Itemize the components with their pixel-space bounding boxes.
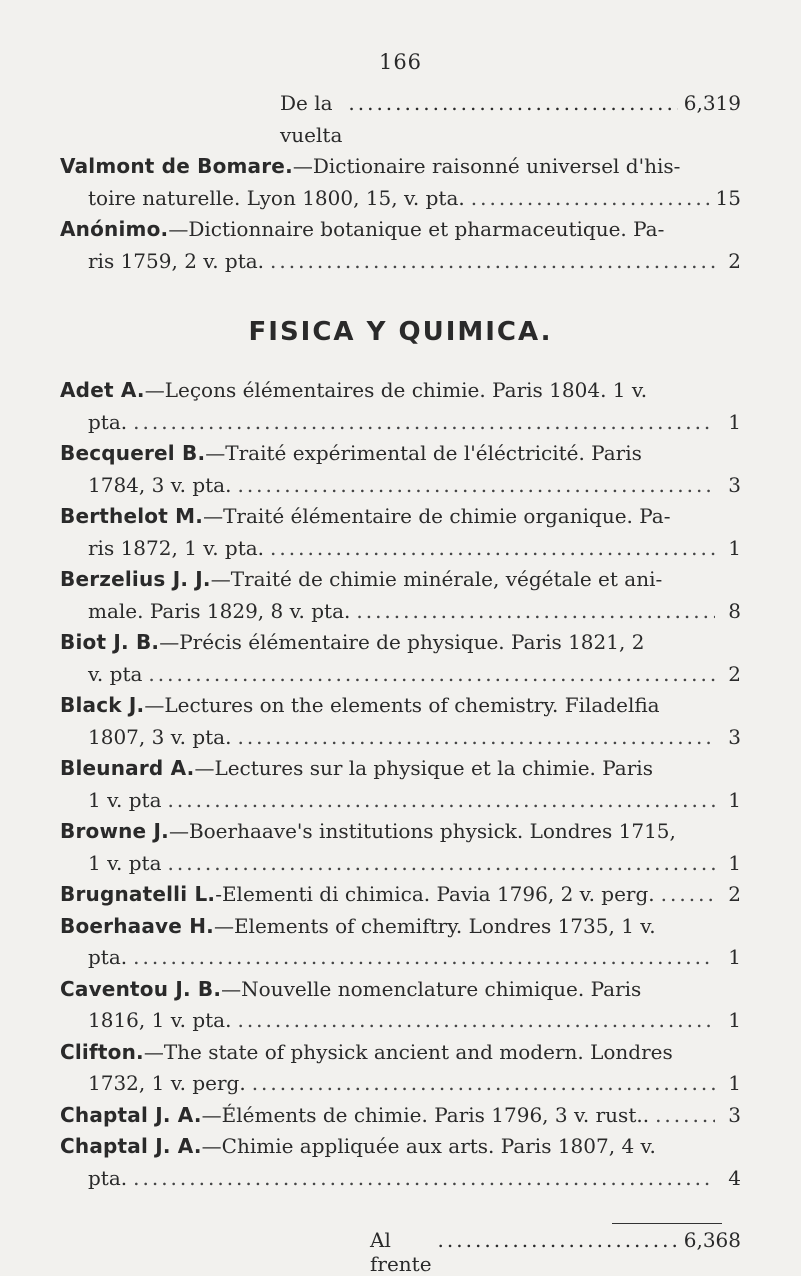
catalog-entry	[0, 438, 801, 501]
entry-text	[60, 217, 664, 241]
entry-line	[0, 1037, 801, 1069]
entry-description: v. pta	[88, 661, 143, 686]
entry-line	[0, 246, 801, 278]
carry-line	[0, 88, 801, 151]
entry-description: —The state of physick ancient and modern. Londres	[143, 1039, 673, 1064]
top-entry-list	[0, 151, 801, 277]
entry-author: Berthelot M.	[60, 504, 204, 528]
catalog-entry	[0, 501, 801, 564]
entry-text	[88, 407, 127, 439]
entry-text	[60, 977, 641, 1001]
entry-author: Caventou J. B.	[60, 976, 222, 1001]
entry-quantity: 2	[728, 882, 741, 906]
catalog-entry	[0, 1037, 801, 1100]
entry-line	[0, 151, 801, 183]
catalog-entry	[0, 816, 801, 879]
entry-description: 1 v. pta	[88, 787, 162, 812]
entry-description: 1 v. pta	[88, 850, 162, 875]
leader-dots	[237, 722, 715, 754]
entry-description: —Nouvelle nomenclature chimique. Paris	[221, 976, 642, 1001]
entry-line	[0, 816, 801, 848]
entry-quantity: 1	[728, 409, 741, 434]
entry-author: Anónimo.	[60, 217, 169, 241]
leader-dots	[655, 1100, 715, 1132]
entry-line	[0, 438, 801, 470]
entry-line	[0, 375, 801, 407]
entry-description: pta.	[88, 1165, 128, 1190]
entry-author: Berzelius J. J.	[60, 567, 211, 591]
entry-description: —Leçons élémentaires de chimie. Paris 1804. 1 v.	[144, 378, 648, 402]
catalog-entry	[0, 564, 801, 627]
entry-quantity: 4	[728, 1165, 741, 1190]
entry-text	[88, 1005, 231, 1037]
entry-line	[0, 470, 801, 502]
catalog-entry	[0, 879, 801, 911]
entry-text	[60, 914, 656, 938]
entry-text	[60, 567, 662, 591]
entry-author: Black J.	[60, 693, 145, 717]
entry-description: —Boerhaave's institutions physick. Londres 1715,	[168, 819, 676, 843]
entry-quantity: 1	[728, 1071, 741, 1095]
entry-line	[0, 1068, 801, 1100]
entry-text	[60, 756, 653, 780]
entry-text	[88, 246, 264, 278]
carry-label: De la vuelta	[280, 91, 343, 147]
entry-description: —Chimie appliquée aux arts. Paris 1807, 4 v.	[201, 1134, 656, 1158]
entry-line	[0, 1163, 801, 1195]
entry-text	[60, 441, 642, 465]
entry-line	[0, 974, 801, 1006]
entry-line	[0, 627, 801, 659]
entry-text	[88, 183, 465, 215]
carry-value: 6,319	[683, 91, 741, 115]
entry-line	[0, 753, 801, 785]
total-line	[0, 1228, 801, 1276]
entry-text	[60, 504, 670, 528]
entry-description: —Lectures on the elements of chemistry. Filadelfia	[144, 693, 660, 717]
entry-quantity: 1	[728, 787, 741, 812]
entry-line	[0, 596, 801, 628]
entry-description: ris 1872, 1 v. pta.	[88, 535, 265, 560]
entry-description: pta.	[88, 945, 128, 969]
entry-text	[60, 378, 647, 402]
catalog-entry	[0, 911, 801, 974]
entry-text	[60, 154, 680, 178]
entry-text	[88, 1163, 127, 1195]
entry-description: —Dictionnaire botanique et pharmaceutique. Pa-	[168, 217, 665, 241]
entry-description: 1784, 3 v. pta.	[88, 472, 232, 497]
entry-text	[60, 819, 676, 843]
entry-quantity: 3	[728, 724, 741, 749]
entry-line	[0, 690, 801, 722]
entry-line	[0, 407, 801, 439]
entry-description: —Traité de chimie minérale, végétale et ani-	[210, 567, 663, 591]
catalog-entry	[0, 151, 801, 214]
entry-author: Becquerel B.	[60, 441, 206, 465]
entry-description: —Elements of chemiftry. Londres 1735, 1 v.	[213, 913, 656, 938]
entry-quantity: 15	[715, 185, 741, 210]
leader-dots	[237, 1005, 715, 1037]
entry-description: ris 1759, 2 v. pta.	[88, 248, 265, 273]
entry-description: 1816, 1 v. pta.	[88, 1008, 232, 1032]
entry-text	[60, 879, 655, 911]
leader-dots	[348, 88, 677, 120]
catalog-entry	[0, 1100, 801, 1132]
entry-author: Chaptal J. A.	[60, 1102, 202, 1127]
entry-description: male. Paris 1829, 8 v. pta.	[88, 598, 351, 623]
catalog-entry	[0, 375, 801, 438]
entry-text	[60, 1040, 673, 1064]
entry-description: —Traité expérimental de l'éléctricité. Paris	[205, 441, 642, 465]
entry-quantity: 8	[728, 598, 741, 623]
entry-description: —Précis élémentaire de physique. Paris 1821, 2	[159, 630, 645, 654]
entry-text	[60, 693, 660, 717]
catalog-entry	[0, 753, 801, 816]
leader-dots	[471, 183, 710, 215]
entry-line	[0, 533, 801, 565]
entry-author: Bleunard A.	[60, 756, 195, 780]
leader-dots	[438, 1228, 678, 1252]
entry-author: Adet A.	[60, 378, 145, 402]
entry-line	[0, 879, 801, 911]
entry-line	[0, 1131, 801, 1163]
leader-dots	[168, 785, 716, 817]
entry-line	[0, 659, 801, 691]
entry-description: pta.	[88, 409, 128, 434]
entry-description: —Dictionaire raisonné universel d'his-	[292, 154, 681, 178]
entry-text	[88, 659, 142, 691]
entry-text	[88, 596, 350, 628]
catalog-entry	[0, 627, 801, 690]
entry-quantity: 3	[728, 1102, 741, 1127]
entry-description: toire naturelle. Lyon 1800, 15, v. pta.	[88, 185, 465, 210]
leader-dots	[168, 848, 716, 880]
catalog-entry	[0, 690, 801, 753]
catalog-entry	[0, 1131, 801, 1194]
leader-dots	[237, 470, 715, 502]
entry-author: Biot J. B.	[60, 630, 160, 654]
leader-dots	[661, 879, 715, 911]
sum-rule	[612, 1223, 722, 1224]
entry-line	[0, 911, 801, 943]
entry-text	[88, 470, 231, 502]
catalog-entry	[0, 974, 801, 1037]
total-value: 6,368	[683, 1228, 741, 1252]
entry-text	[60, 1134, 656, 1158]
entry-text	[88, 785, 162, 817]
entry-text	[88, 533, 264, 565]
entry-line	[0, 785, 801, 817]
entry-text	[60, 1100, 649, 1132]
leader-dots	[252, 1068, 715, 1100]
entry-text	[88, 848, 162, 880]
leader-dots	[356, 596, 715, 628]
entry-quantity: 1	[728, 945, 741, 969]
entry-author: Browne J.	[60, 819, 169, 843]
entry-description: —Traité élémentaire de chimie organique. Pa-	[203, 504, 671, 528]
entry-author: Chaptal J. A.	[60, 1134, 202, 1158]
leader-dots	[133, 1163, 715, 1195]
leader-dots	[270, 246, 715, 278]
entry-quantity: 1	[728, 850, 741, 875]
entry-line	[0, 183, 801, 215]
page-number: 166	[378, 50, 423, 74]
entry-description: —Lectures sur la physique et la chimie. Paris	[194, 756, 653, 780]
leader-dots	[270, 533, 715, 565]
entry-line	[0, 501, 801, 533]
leader-dots	[133, 407, 715, 439]
leader-dots	[148, 659, 715, 691]
entry-description: —Éléments de chimie. Paris 1796, 3 v. rust..	[201, 1102, 650, 1127]
catalog-entry	[0, 214, 801, 277]
entry-author: Valmont de Bomare.	[60, 154, 293, 178]
entry-line	[0, 1005, 801, 1037]
entry-line	[0, 1100, 801, 1132]
entry-description: 1807, 3 v. pta.	[88, 724, 232, 749]
total-label: Al frente	[370, 1228, 432, 1276]
entry-description: -Elementi di chimica. Pavia 1796, 2 v. perg.	[215, 882, 655, 906]
entry-description: 1732, 1 v. perg.	[88, 1071, 246, 1095]
entry-list	[0, 375, 801, 1194]
entry-text	[88, 1068, 246, 1100]
entry-quantity: 2	[728, 248, 741, 273]
entry-author: Brugnatelli L.	[60, 882, 216, 906]
entry-text	[60, 630, 644, 654]
entry-line	[0, 564, 801, 596]
entry-author: Boerhaave H.	[60, 913, 214, 938]
entry-line	[0, 848, 801, 880]
entries-top	[0, 88, 801, 1194]
entry-quantity: 1	[728, 1008, 741, 1032]
entry-quantity: 2	[728, 661, 741, 686]
entry-quantity: 3	[728, 472, 741, 497]
section-title: FISICA Y QUIMICA.	[248, 317, 553, 347]
entry-quantity: 1	[728, 535, 741, 560]
entry-line	[0, 214, 801, 246]
leader-dots	[133, 942, 715, 974]
entry-author: Clifton.	[60, 1039, 144, 1064]
entry-text	[88, 722, 231, 754]
entry-line	[0, 722, 801, 754]
entry-line	[0, 942, 801, 974]
entry-text	[88, 942, 127, 974]
